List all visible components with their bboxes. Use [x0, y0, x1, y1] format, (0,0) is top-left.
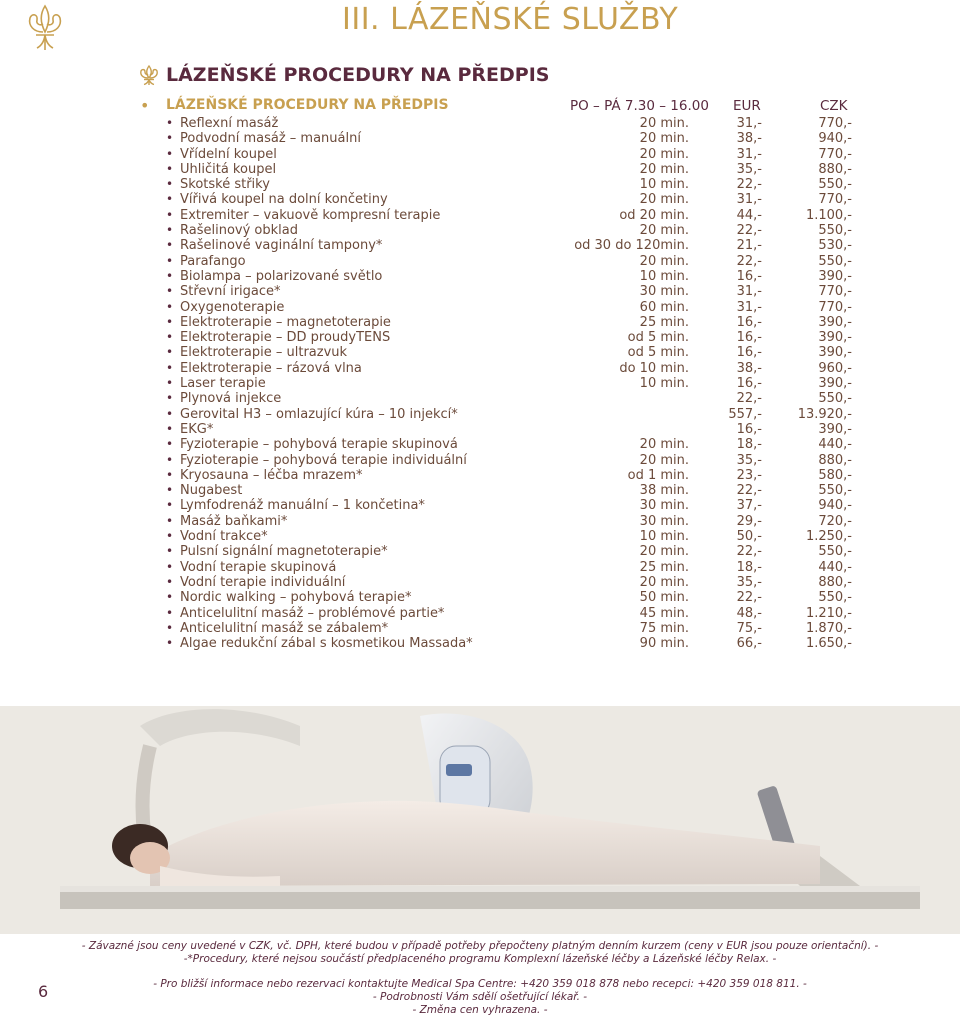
procedure-name: Vířivá koupel na dolní končetiny — [180, 192, 388, 208]
procedure-name: Elektroterapie – rázová vlna — [180, 360, 362, 376]
price-czk: 1.650,- — [805, 636, 852, 652]
procedure-name: Elektroterapie – DD proudyTENS — [180, 330, 391, 346]
price-eur: 31,- — [736, 284, 762, 300]
price-czk: 550,- — [818, 253, 852, 269]
price-czk: 550,- — [818, 590, 852, 606]
table-row — [140, 284, 852, 299]
table-row — [140, 131, 852, 146]
price-czk: 770,- — [818, 192, 852, 208]
procedure-name: Oxygenoterapie — [180, 299, 285, 315]
price-czk: 960,- — [818, 360, 852, 376]
price-czk: 550,- — [818, 391, 852, 407]
procedure-duration: 75 min. — [639, 620, 689, 636]
price-eur: 35,- — [736, 574, 762, 590]
table-row — [140, 560, 852, 575]
bullet-icon: • — [166, 207, 174, 222]
price-eur: 21,- — [736, 238, 762, 254]
table-row — [140, 116, 852, 131]
price-czk: 550,- — [818, 483, 852, 499]
price-eur: 16,- — [736, 330, 762, 346]
price-eur: 48,- — [736, 605, 762, 621]
table-row — [140, 514, 852, 529]
procedure-name: Vodní terapie skupinová — [180, 559, 337, 575]
price-czk: 1.250,- — [805, 529, 852, 545]
price-eur: 18,- — [736, 559, 762, 575]
table-row — [140, 483, 852, 498]
price-eur: 35,- — [736, 161, 762, 177]
price-eur: 22,- — [736, 253, 762, 269]
price-czk: 390,- — [818, 376, 852, 392]
treatment-photo — [0, 706, 960, 934]
price-czk: 550,- — [818, 223, 852, 239]
procedure-duration: 30 min. — [639, 513, 689, 529]
procedure-name: Biolampa – polarizované světlo — [180, 268, 383, 284]
procedure-duration: 10 min. — [639, 376, 689, 392]
bullet-icon: • — [140, 96, 150, 115]
price-eur: 16,- — [736, 421, 762, 437]
procedure-name: Gerovital H3 – omlazující kúra – 10 injekcí* — [180, 406, 458, 422]
price-czk: 550,- — [818, 544, 852, 560]
price-eur: 16,- — [736, 376, 762, 392]
price-czk: 880,- — [818, 452, 852, 468]
table-row — [140, 468, 852, 483]
price-czk: 880,- — [818, 161, 852, 177]
procedure-duration: 30 min. — [639, 284, 689, 300]
bullet-icon: • — [166, 559, 174, 574]
price-czk: 440,- — [818, 559, 852, 575]
bullet-icon: • — [166, 406, 174, 421]
price-eur: 22,- — [736, 590, 762, 606]
procedure-duration: 45 min. — [639, 605, 689, 621]
procedure-duration: 20 min. — [639, 161, 689, 177]
price-eur: 29,- — [736, 513, 762, 529]
procedure-name: Fyzioterapie – pohybová terapie individuální — [180, 452, 467, 468]
procedure-name: Nugabest — [180, 483, 243, 499]
bullet-icon: • — [166, 330, 174, 345]
table-row — [140, 606, 852, 621]
bullet-icon: • — [166, 421, 174, 436]
price-czk: 390,- — [818, 268, 852, 284]
fleur-de-lis-logo-icon — [22, 2, 68, 54]
bullet-icon: • — [166, 376, 174, 391]
table-row — [140, 254, 852, 269]
procedure-duration: 30 min. — [639, 498, 689, 514]
price-czk: 390,- — [818, 421, 852, 437]
bullet-icon: • — [166, 391, 174, 406]
price-czk: 770,- — [818, 116, 852, 131]
price-eur: 18,- — [736, 437, 762, 453]
procedure-name: Fyzioterapie – pohybová terapie skupinová — [180, 437, 458, 453]
bullet-icon: • — [166, 131, 174, 146]
price-eur: 50,- — [736, 529, 762, 545]
price-eur: 22,- — [736, 177, 762, 193]
table-header-time: PO – PÁ 7.30 – 16.00 — [570, 98, 709, 114]
table-body — [140, 116, 852, 651]
procedure-name: Podvodní masáž – manuální — [180, 131, 361, 147]
page-number: 6 — [38, 982, 49, 1001]
price-czk: 440,- — [818, 437, 852, 453]
bullet-icon: • — [166, 590, 174, 605]
procedure-duration: 50 min. — [639, 590, 689, 606]
table-header — [140, 96, 852, 116]
procedure-name: Anticelulitní masáž – problémové partie* — [180, 605, 445, 621]
bullet-icon: • — [166, 116, 174, 130]
procedure-name: Plynová injekce — [180, 391, 282, 407]
procedure-name: Elektroterapie – magnetoterapie — [180, 314, 391, 330]
price-czk: 580,- — [818, 467, 852, 483]
footer-note-contact: - Pro bližší informace nebo rezervaci kontaktujte Medical Spa Centre: +420 359 018 878 nebo recepci: +420 359 018 811. - — [153, 978, 807, 990]
table-row — [140, 498, 852, 513]
procedure-duration: 20 min. — [639, 253, 689, 269]
price-czk: 880,- — [818, 574, 852, 590]
procedure-duration: 20 min. — [639, 116, 689, 131]
table-row — [140, 361, 852, 376]
table-row — [140, 590, 852, 605]
price-eur: 16,- — [736, 268, 762, 284]
bullet-icon: • — [166, 605, 174, 620]
price-czk: 390,- — [818, 330, 852, 346]
procedure-duration: 20 min. — [639, 223, 689, 239]
price-czk: 770,- — [818, 146, 852, 162]
bullet-icon: • — [166, 529, 174, 544]
price-czk: 550,- — [818, 177, 852, 193]
procedure-name: Střevní irigace* — [180, 284, 281, 300]
procedure-duration: do 10 min. — [619, 360, 689, 376]
price-czk: 770,- — [818, 299, 852, 315]
bullet-icon: • — [166, 360, 174, 375]
procedure-name: Anticelulitní masáž se zábalem* — [180, 620, 389, 636]
table-row — [140, 529, 852, 544]
procedure-name: Kryosauna – léčba mrazem* — [180, 467, 363, 483]
footer — [0, 940, 960, 1017]
procedure-duration: 20 min. — [639, 131, 689, 147]
procedure-name: Vřídelní koupel — [180, 146, 277, 162]
table-row — [140, 437, 852, 452]
section-title-text: LÁZEŇSKÉ PROCEDURY NA PŘEDPIS — [166, 64, 550, 86]
price-eur: 44,- — [736, 207, 762, 223]
table-header-eur: EUR — [733, 98, 761, 114]
table-row — [140, 575, 852, 590]
price-eur: 38,- — [736, 131, 762, 147]
price-czk: 1.870,- — [805, 620, 852, 636]
price-czk: 1.210,- — [805, 605, 852, 621]
bullet-icon: • — [166, 161, 174, 176]
procedure-name: Rašelinové vaginální tampony* — [180, 238, 383, 254]
table-row — [140, 621, 852, 636]
price-eur: 37,- — [736, 498, 762, 514]
table-row — [140, 147, 852, 162]
procedure-name: Algae redukční zábal s kosmetikou Massada* — [180, 636, 473, 652]
price-eur: 31,- — [736, 116, 762, 131]
procedure-duration: 20 min. — [639, 192, 689, 208]
procedure-name: Extremiter – vakuově kompresní terapie — [180, 207, 441, 223]
procedure-name: Vodní terapie individuální — [180, 574, 346, 590]
procedure-duration: od 5 min. — [627, 330, 689, 346]
procedure-name: Elektroterapie – ultrazvuk — [180, 345, 348, 361]
procedure-name: Masáž baňkami* — [180, 513, 288, 529]
procedure-duration: 10 min. — [639, 529, 689, 545]
price-eur: 22,- — [736, 391, 762, 407]
footer-note-doctor: - Podrobnosti Vám sdělí ošetřující lékař. - — [372, 991, 588, 1003]
procedure-name: Lymfodrenáž manuální – 1 končetina* — [180, 498, 425, 514]
price-czk: 770,- — [818, 284, 852, 300]
table-row — [140, 192, 852, 207]
price-eur: 16,- — [736, 345, 762, 361]
footer-note-procedures: -*Procedury, které nejsou součástí předplaceného programu Komplexní lázeňské léčby a Lázeňské léčby Relax. - — [183, 953, 777, 965]
procedure-name: Laser terapie — [180, 376, 266, 392]
table-row — [140, 238, 852, 253]
table-row — [140, 223, 852, 238]
price-eur: 22,- — [736, 544, 762, 560]
table-row — [140, 208, 852, 223]
price-eur: 35,- — [736, 452, 762, 468]
bullet-icon: • — [166, 467, 174, 482]
price-czk: 720,- — [818, 513, 852, 529]
price-eur: 23,- — [736, 467, 762, 483]
bullet-icon: • — [166, 513, 174, 528]
procedure-duration: 20 min. — [639, 452, 689, 468]
table-header-czk: CZK — [820, 98, 848, 114]
procedure-duration: 90 min. — [639, 636, 689, 652]
procedure-name: Rašelinový obklad — [180, 223, 298, 239]
procedure-duration: od 20 min. — [619, 207, 689, 223]
bullet-icon: • — [166, 314, 174, 329]
table-row — [140, 636, 852, 651]
procedure-duration: 25 min. — [639, 314, 689, 330]
price-eur: 31,- — [736, 192, 762, 208]
price-czk: 940,- — [818, 131, 852, 147]
bullet-icon: • — [166, 345, 174, 360]
fleur-de-lis-icon — [138, 64, 160, 86]
price-table — [140, 96, 852, 651]
bullet-icon: • — [166, 223, 174, 238]
table-row — [140, 330, 852, 345]
bullet-icon: • — [166, 177, 174, 192]
procedure-duration: 60 min. — [639, 299, 689, 315]
price-eur: 75,- — [736, 620, 762, 636]
procedure-duration: od 5 min. — [627, 345, 689, 361]
bullet-icon: • — [166, 544, 174, 559]
procedure-duration: 10 min. — [639, 177, 689, 193]
bullet-icon: • — [166, 253, 174, 268]
procedure-duration: 20 min. — [639, 574, 689, 590]
price-czk: 390,- — [818, 314, 852, 330]
price-czk: 530,- — [818, 238, 852, 254]
table-row — [140, 345, 852, 360]
procedure-name: Vodní trakce* — [180, 529, 268, 545]
price-czk: 13.920,- — [797, 406, 852, 422]
price-eur: 31,- — [736, 146, 762, 162]
procedure-duration: 20 min. — [639, 544, 689, 560]
table-row — [140, 376, 852, 391]
procedure-duration: 38 min. — [639, 483, 689, 499]
bullet-icon: • — [166, 146, 174, 161]
procedure-duration: od 1 min. — [627, 467, 689, 483]
table-row — [140, 315, 852, 330]
procedure-name: Nordic walking – pohybová terapie* — [180, 590, 412, 606]
procedure-name: Uhličitá koupel — [180, 161, 277, 177]
table-header-name: LÁZEŇSKÉ PROCEDURY NA PŘEDPIS — [166, 97, 449, 113]
price-czk: 390,- — [818, 345, 852, 361]
procedure-duration: 20 min. — [639, 146, 689, 162]
procedure-name: EKG* — [180, 421, 214, 437]
table-row — [140, 162, 852, 177]
procedure-duration: 25 min. — [639, 559, 689, 575]
bullet-icon: • — [166, 636, 174, 651]
table-row — [140, 269, 852, 284]
table-row — [140, 177, 852, 192]
price-eur: 22,- — [736, 483, 762, 499]
table-row — [140, 407, 852, 422]
price-eur: 557,- — [728, 406, 762, 422]
procedure-name: Reflexní masáž — [180, 116, 279, 131]
bullet-icon: • — [166, 620, 174, 635]
price-eur: 66,- — [736, 636, 762, 652]
procedure-duration: od 30 do 120min. — [574, 238, 689, 254]
bullet-icon: • — [166, 483, 174, 498]
chapter-title: III. LÁZEŇSKÉ SLUŽBY — [342, 2, 679, 37]
footer-note-price-change: - Změna cen vyhrazena. - — [412, 1004, 548, 1016]
table-row — [140, 422, 852, 437]
bullet-icon: • — [166, 437, 174, 452]
procedure-duration: 20 min. — [639, 437, 689, 453]
bullet-icon: • — [166, 452, 174, 467]
section-title — [138, 64, 549, 86]
price-eur: 16,- — [736, 314, 762, 330]
table-row — [140, 453, 852, 468]
bullet-icon: • — [166, 574, 174, 589]
procedure-name: Parafango — [180, 253, 246, 269]
bullet-icon: • — [166, 192, 174, 207]
bullet-icon: • — [166, 299, 174, 314]
price-czk: 1.100,- — [805, 207, 852, 223]
procedure-name: Pulsní signální magnetoterapie* — [180, 544, 388, 560]
price-eur: 31,- — [736, 299, 762, 315]
table-row — [140, 300, 852, 315]
bullet-icon: • — [166, 284, 174, 299]
footer-note-prices: - Závazné jsou ceny uvedené v CZK, vč. DPH, které budou v případě potřeby přepočteny platným denním kurzem (ceny v EUR jsou pouze orientační). - — [81, 940, 879, 952]
procedure-name: Skotské střiky — [180, 177, 270, 193]
table-row — [140, 544, 852, 559]
bullet-icon: • — [166, 238, 174, 253]
bullet-icon: • — [166, 498, 174, 513]
procedure-duration: 10 min. — [639, 268, 689, 284]
table-row — [140, 391, 852, 406]
price-eur: 38,- — [736, 360, 762, 376]
price-czk: 940,- — [818, 498, 852, 514]
bullet-icon: • — [166, 268, 174, 283]
price-eur: 22,- — [736, 223, 762, 239]
